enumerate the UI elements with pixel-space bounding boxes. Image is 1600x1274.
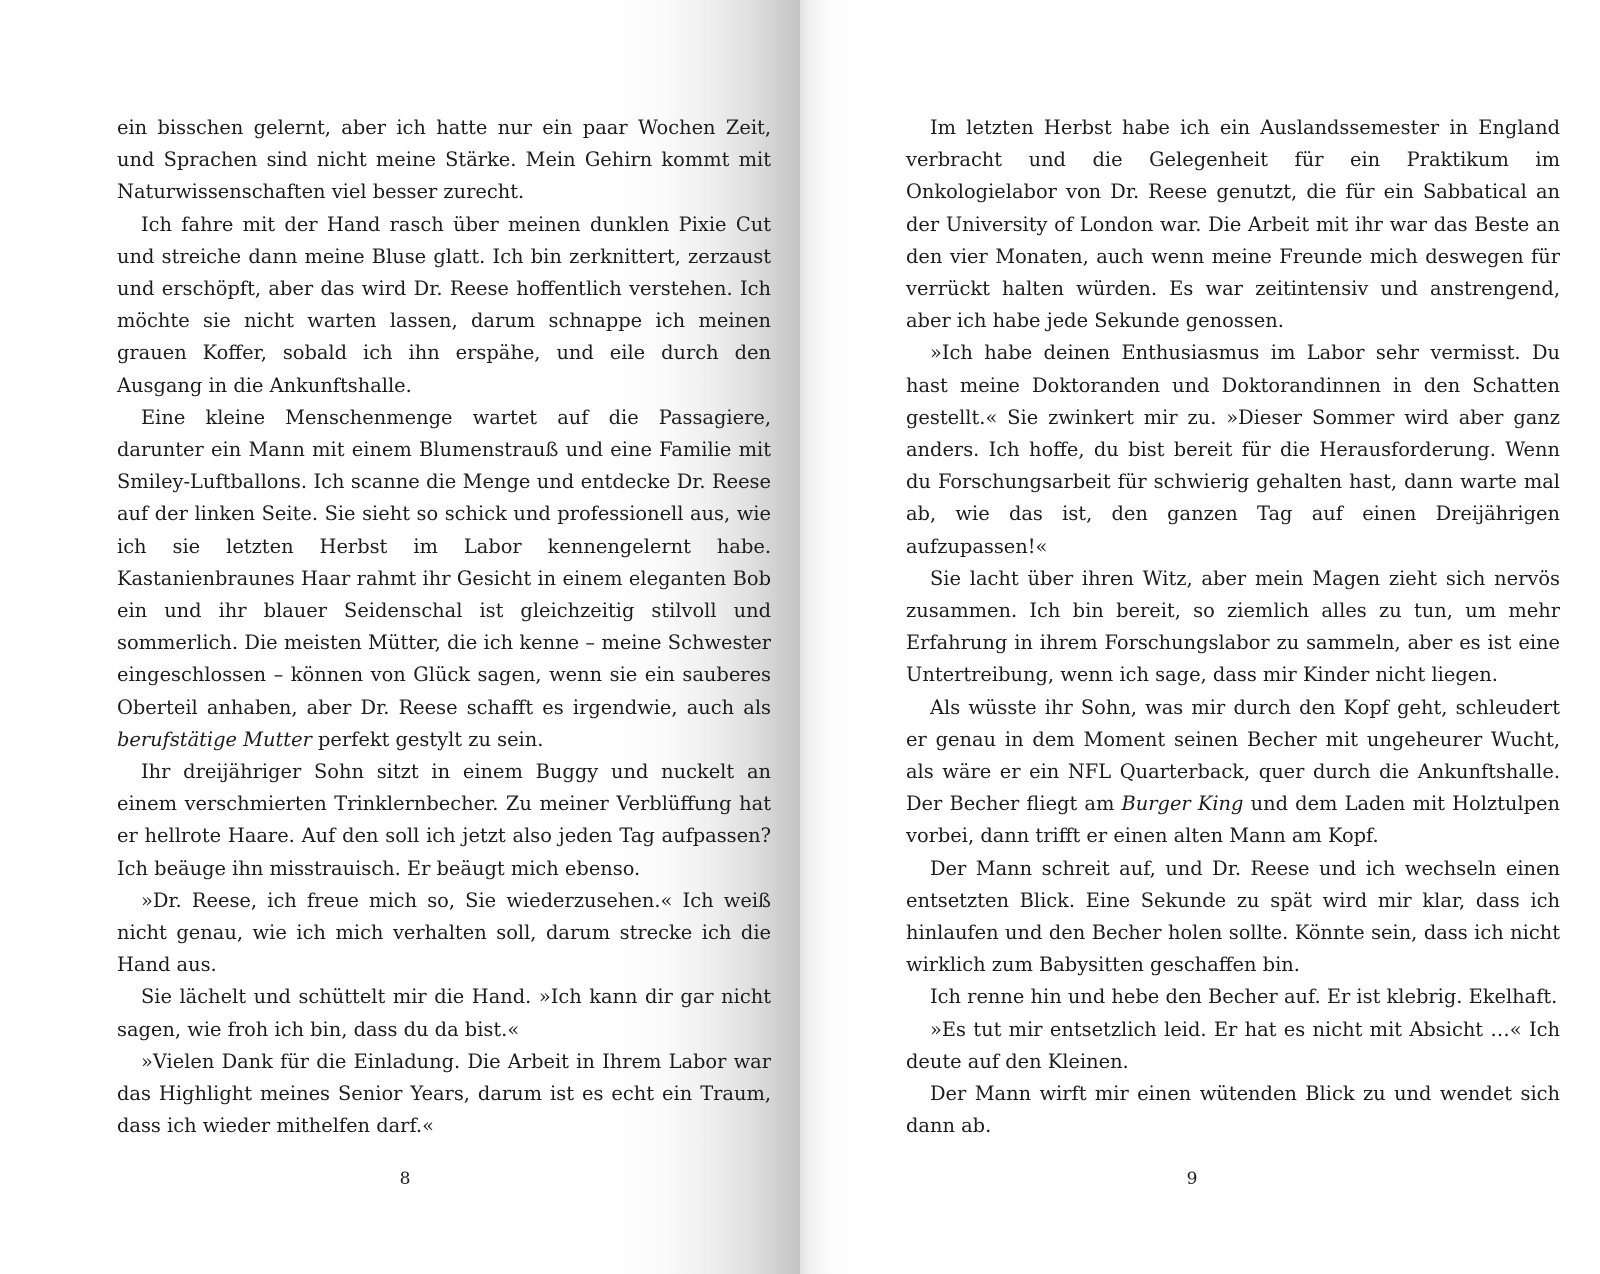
paragraph-text: Als wüsste ihr Sohn, was mir durch den Kopf geht, schleudert er genau in dem Moment seinen Becher mit ungeheurer Wucht, als wäre er ein NFL Quarterback, quer durch die Ankunftshalle. Der Becher fliegt am: [906, 695, 1560, 816]
paragraph-text: perfekt gestylt zu sein.: [311, 727, 544, 751]
page-number: 8: [399, 1169, 411, 1189]
paragraph: [906, 692, 1560, 853]
paragraph: Der Mann schreit auf, und Dr. Reese und ich wechseln einen entsetzten Blick. Eine Sekunde zu spät wird mir klar, dass ich hinlaufen und den Becher holen sollte. Könnte sein, dass ich nicht wirklich zum Babysitten geschaffen bin.: [906, 856, 1560, 977]
paragraph: »Vielen Dank für die Einladung. Die Arbeit in Ihrem Labor war das Highlight meines Senior Years, darum ist es echt ein Traum, dass ich wieder mithelfen darf.«: [117, 1049, 771, 1138]
paragraph: Ich renne hin und hebe den Becher auf. Er ist klebrig. Ekelhaft.: [930, 985, 1558, 1009]
paragraph: »Ich habe deinen Enthusiasmus im Labor sehr vermisst. Du hast meine Doktoranden und Doktorandinnen in den Schatten gestellt.« Sie zwinkert mir zu. »Dieser Sommer wird aber ganz anders. Ich hoffe, du bist bereit für die Herausforderung. Wenn du Forschungsarbeit für schwierig gehalten hast, dann warte mal ab, wie das ist, den ganzen Tag auf einen Dreijährigen aufzupassen!«: [906, 341, 1560, 558]
italic-text: Burger King: [1121, 792, 1244, 816]
paragraph: [117, 402, 771, 756]
paragraph: Der Mann wirft mir einen wütenden Blick zu und wendet sich dann ab.: [906, 1082, 1560, 1138]
italic-text: berufstätige Mutter: [117, 727, 312, 751]
paragraph: »Dr. Reese, ich freue mich so, Sie wiederzusehen.« Ich weiß nicht genau, wie ich mich verhalten soll, darum strecke ich die Hand aus.: [117, 888, 771, 977]
paragraph: Sie lächelt und schüttelt mir die Hand. »Ich kann dir gar nicht sagen, wie froh ich bin, dass du da bist.«: [117, 985, 771, 1041]
right-page: [800, 0, 1600, 1274]
paragraph-text: und dem Laden mit Holztulpen vorbei, dann trifft er einen alten Mann am Kopf.: [906, 792, 1560, 848]
paragraph: »Es tut mir entsetzlich leid. Er hat es nicht mit Absicht …« Ich deute auf den Kleinen.: [906, 1017, 1560, 1073]
paragraph: Ich fahre mit der Hand rasch über meinen dunklen Pixie Cut und streiche dann meine Bluse glatt. Ich bin zerknittert, zerzaust und erschöpft, aber das wird Dr. Reese hoffentlich verstehen. Ich möchte sie nicht warten lassen, darum schnappe ich meinen grauen Koffer, sobald ich ihn erspähe, und eile durch den Ausgang in die Ankunftshalle.: [117, 212, 771, 397]
left-page-text: [117, 112, 771, 1143]
paragraph: Ihr dreijähriger Sohn sitzt in einem Buggy und nuckelt an einem verschmierten Trinklernbecher. Zu meiner Verblüffung hat er hellrote Haare. Auf den soll ich jetzt also jeden Tag aufpassen? Ich beäuge ihn misstrauisch. Er beäugt mich ebenso.: [117, 760, 771, 880]
paragraph: Sie lacht über ihren Witz, aber mein Magen zieht sich nervös zusammen. Ich bin bereit, so ziemlich alles zu tun, um mehr Erfahrung in ihrem Forschungslabor zu sammeln, aber es ist eine Untertreibung, wenn ich sage, dass mir Kinder nicht liegen.: [906, 566, 1560, 687]
paragraph-text: Eine kleine Menschenmenge wartet auf die Passagiere, darunter ein Mann mit einem Blumenstrauß und eine Familie mit Smiley-Luftballons. Ich scanne die Menge und entdecke Dr. Reese auf der linken Seite. Sie sieht so schick und professionell aus, wie ich sie letzten Herbst im Labor kennengelernt habe. Kastanienbraunes Haar rahmt ihr Gesicht in einem eleganten Bob ein und ihr blauer Seidenschal ist gleichzeitig stilvoll und sommerlich. Die meisten Mütter, die ich kenne – meine Schwester eingeschlossen – können von Glück sagen, wenn sie ein sauberes Oberteil anhaben, aber Dr. Reese schafft es irgendwie, auch als: [117, 405, 771, 719]
page-number: 9: [1186, 1169, 1198, 1189]
right-page-text: [906, 112, 1560, 1143]
paragraph: Im letzten Herbst habe ich ein Auslandssemester in England verbracht und die Gelegenheit für ein Praktikum im Onkologielabor von Dr. Reese genutzt, die für ein Sabbatical an der University of London war. Die Arbeit mit ihr war das Beste an den vier Monaten, auch wenn meine Freunde mich deswegen für verrückt halten würden. Es war zeitintensiv und anstrengend, aber ich habe jede Sekunde genossen.: [906, 116, 1560, 333]
paragraph: ein bisschen gelernt, aber ich hatte nur ein paar Wochen Zeit, und Sprachen sind nicht meine Stärke. Mein Gehirn kommt mit Naturwissenschaften viel besser zurecht.: [117, 116, 771, 204]
